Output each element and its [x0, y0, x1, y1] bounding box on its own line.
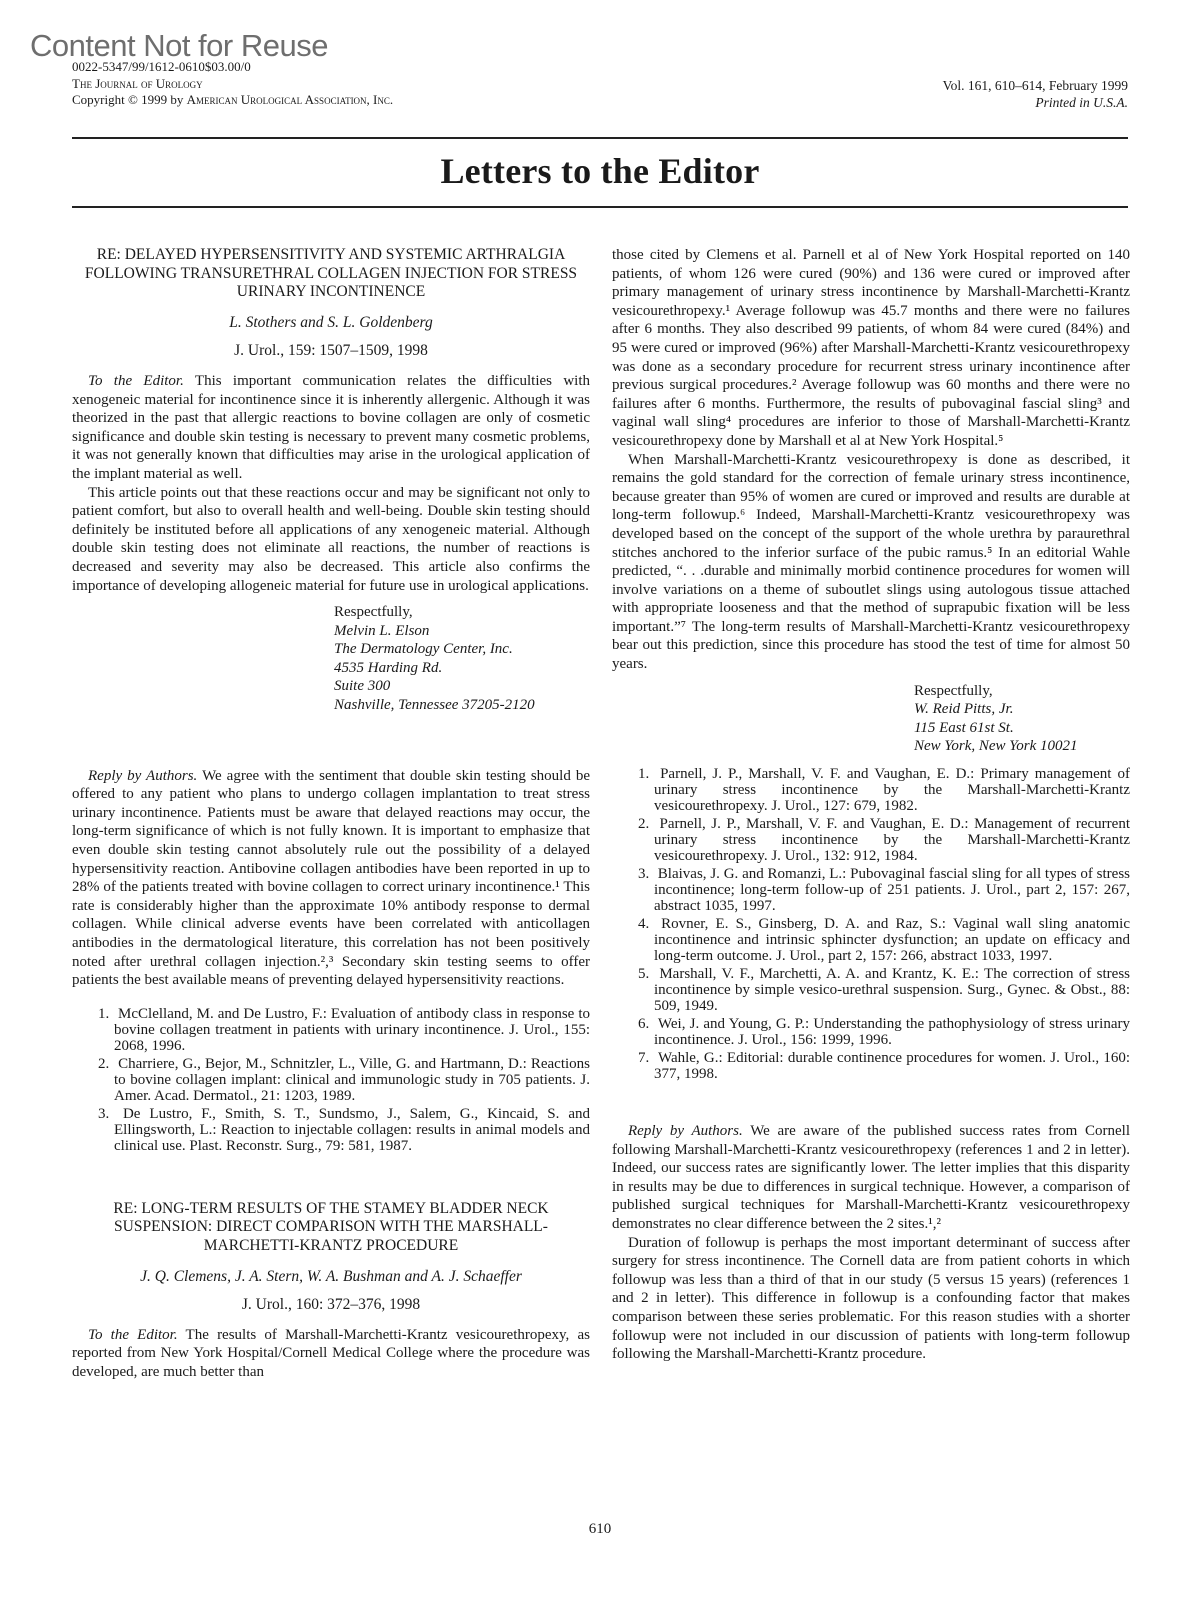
page-number: 610 [588, 1521, 612, 1537]
letter1-citation: J. Urol., 159: 1507–1509, 1998 [234, 342, 428, 360]
watermark: Content Not for Reuse [30, 28, 328, 63]
letter1-signature: Respectfully, Melvin L. Elson The Dermatology Center, Inc. 4535 Harding Rd. Suite 300 Nashville, Tennessee 37205-2120 [334, 604, 535, 714]
reference-item: 7. Wahle, G.: Editorial: durable continence procedures for women. J. Urol., 160: 377, 1998. [638, 1050, 1130, 1083]
journal-header [72, 59, 393, 109]
letter1-reply: Reply by Authors. We agree with the sentiment that double skin testing should be offered to any patient who plans to undergo collagen implantation to treat stress urinary incontinence. Patients must be aware that delayed reactions may occur, the long-term significance of which is not fully known. It is important to emphasize that even double skin testing cannot absolutely rule out the possibility of a delayed hypersensitivity reaction. Antibovine collagen antibodies have been reported in up to 28% of the patients treated with bovine collagen to correct urinary incontinence.¹ This rate is considerably higher than the approximate 10% antibody response to dermal collagen. While clinical adverse events have been correlated with anticollagen antibodies in the dermatological literature, this correlation has not been positively noted after urethral collagen injection.²,³ Secondary skin testing seems to offer patients the best available means of preventing delayed hypersensitivity reactions. [72, 767, 591, 989]
letter1-references [72, 1006, 590, 1154]
letter2-citation: J. Urol., 160: 372–376, 1998 [241, 1296, 421, 1314]
right-column [612, 246, 1130, 1364]
letter2-authors: J. Q. Clemens, J. A. Stern, W. A. Bushman and A. J. Schaeffer [140, 1267, 522, 1285]
letter2-reply-p2: Duration of followup is perhaps the most important determinant of success after surgery for stress incontinence. The Cornell data are from patient cohorts in which followup was less than a third of that in our study (5 versus 15 years) (references 1 and 2 in letter). This difference in followup is a confounding factor that makes comparison between these series problematic. For this reason studies with a shorter followup were not included in our discussion of patients with long-term followup following the Marshall-Marchetti-Krantz procedure. [612, 1234, 1130, 1363]
letter2-para1-cont: those cited by Clemens et al. Parnell et al of New York Hospital reported on 140 patients, of whom 126 were cured (90%) and 136 were cured or improved after primary management of urinary stress incontinence by Marshall-Marchetti-Krantz vesicourethropexy.¹ Average followup was 45.7 months and there were no failures after 6 months. They also described 99 patients, of whom 84 were cured (84%) and 95 were cured or improved (96%) after Marshall-Marchetti-Krantz vesicourethropexy was done as a secondary procedure for recurrent stress urinary incontinence after previous surgical procedures.² Average followup was 60 months and there were no failures after 6 months. Furthermore, the results of pubovaginal fascial sling³ and vaginal wall sling⁴ procedures are inferior to those of Marshall-Marchetti-Krantz vesicourethropexy done by Marshall et al at New York Hospital.⁵ [612, 247, 1130, 449]
letter2-para2: When Marshall-Marchetti-Krantz vesicourethropexy is done as described, it remains the gold standard for the correction of female urinary stress incontinence, because greater than 95% of women are cured or improved and results are durable at long-term followup.⁶ Indeed, Marshall-Marchetti-Krantz vesicourethropexy was developed based on the concept of the support of the whole urethra by paraurethral stitches anchored to the inferior surface of the pubic ramus.⁵ In an editorial Wahle predicted, “. . .durable and minimally morbid continence procedures for women will involve variations on a theme of suboutlet slings using autologous tissue attached with appropriate looseness and that the method of suprapubic fixation will be less important.”⁷ The long-term results of Marshall-Marchetti-Krantz vesicourethropexy bear out this prediction, since this procedure has stood the test of time for almost 50 years. [612, 451, 1130, 673]
letter2-references [612, 766, 1130, 1082]
letter1-para1: To the Editor. This important communication relates the difficulties with xenogeneic material for incontinence since it is inherently allergenic. Although it was theorized in the past that allergic reactions to bovine collagen are only of cosmetic significance and double skin testing is necessary to prevent many cosmetic problems, it was not generally known that difficulties may arise in the urological application of the implant material as well. [72, 372, 590, 482]
letter2-title: RE: LONG-TERM RESULTS OF THE STAMEY BLADDER NECK SUSPENSION: DIRECT COMPARISON WITH THE MARSHALL-MARCHETTI-KRANTZ PROCEDURE [113, 1199, 549, 1254]
volume-header [943, 77, 1128, 111]
letter1-para2: This article points out that these reactions occur and may be significant not only to patient comfort, but also to overall health and well-being. Double skin testing should definitely be instituted before all applications of any xenogeneic material. Although double skin testing does not eliminate all reactions, the number of reactions is decreased and severity may also be decreased. This article also confirms the importance of developing allogeneic material for future use in urological applications. [72, 484, 590, 594]
letter1-title: RE: DELAYED HYPERSENSITIVITY AND SYSTEMIC ARTHRALGIA FOLLOWING TRANSURETHRAL COLLAGEN INJECTION FOR STRESS URINARY INCONTINENCE [84, 246, 578, 301]
letter1-authors: L. Stothers and S. L. Goldenberg [229, 313, 433, 331]
journal-name: The Journal of Urology [72, 75, 203, 91]
letter2-reply-p1: Reply by Authors. We are aware of the published success rates from Cornell following Marshall-Marchetti-Krantz vesicourethropexy (references 1 and 2 in letter). Indeed, our success rates are significantly lower. The letter implies that this disparity in results may be due to differences in surgical technique. However, a comparison of published surgical techniques for Marshall-Marchetti-Krantz vesicourethropexy demonstrates no clear difference between the 2 sites.¹,² [612, 1123, 1130, 1232]
reference-item: 1. Parnell, J. P., Marshall, V. F. and Vaughan, E. D.: Primary management of urinary stress incontinence by the Marshall-Marchetti-Krantz vesicourethropexy. J. Urol., 127: 679, 1982. [638, 766, 1130, 815]
reference-item: 2. Parnell, J. P., Marshall, V. F. and Vaughan, E. D.: Management of recurrent urinary stress incontinence by the Marshall-Marchetti-Krantz vesicourethropexy. J. Urol., 132: 912, 1984. [638, 816, 1130, 865]
issn: 0022-5347/99/1612-0610$03.00/0 [72, 59, 251, 74]
reference-item: 5. Marshall, V. F., Marchetti, A. A. and Krantz, K. E.: The correction of stress incontinence by simple vesico-urethral suspension. Surg., Gynec. & Obst., 88: 509, 1949. [638, 966, 1130, 1015]
letter2-para1-start: To the Editor. The results of Marshall-Marchetti-Krantz vesicourethropexy, as reported from New York Hospital/Cornell Medical College where the procedure was developed, are much better than [72, 1326, 590, 1380]
reference-item: 4. Rovner, E. S., Ginsberg, D. A. and Raz, S.: Vaginal wall sling anatomic incontinence and intrinsic sphincter dysfunction; an update on efficacy and long-term outcome. J. Urol., part 2, 157: 266, abstract 1033, 1997. [638, 916, 1130, 965]
volume-info: Vol. 161, 610–614, February 1999 [942, 78, 1128, 93]
reference-item: 3. De Lustro, F., Smith, S. T., Sundsmo, J., Salem, G., Kincaid, S. and Ellingsworth, L.: Reaction to injectable collagen: results in animal models and clinical use. Plast. Reconstr. Surg., 79: 581, 1987. [98, 1105, 590, 1154]
left-column [72, 246, 590, 1382]
letter2-signature: Respectfully, W. Reid Pitts, Jr. 115 East 61st St. New York, New York 10021 [914, 682, 1078, 755]
reference-item: 1. McClelland, M. and De Lustro, F.: Evaluation of antibody class in response to bovine collagen treatment in patients with urinary incontinence. J. Urol., 155: 2068, 1996. [98, 1005, 590, 1054]
page-title: Letters to the Editor [440, 151, 760, 191]
copyright: Copyright © 1999 by American Urological Association, Inc. [72, 92, 394, 107]
bottom-rule [72, 206, 1128, 208]
reference-item: 2. Charriere, G., Bejor, M., Schnitzler, L., Ville, G. and Hartmann, D.: Reactions to bovine collagen implant: clinical and immunologic study in 705 patients. J. Amer. Acad. Dermatol., 21: 1203, 1989. [98, 1055, 590, 1104]
reference-item: 6. Wei, J. and Young, G. P.: Understanding the pathophysiology of stress urinary incontinence. J. Urol., 156: 1999, 1996. [638, 1016, 1131, 1049]
printed-in: Printed in U.S.A. [1035, 95, 1128, 110]
top-rule [72, 137, 1128, 139]
reference-item: 3. Blaivas, J. G. and Romanzi, L.: Pubovaginal fascial sling for all types of stress incontinence; long-term follow-up of 251 patients. J. Urol., part 2, 157: 267, abstract 1035, 1997. [638, 866, 1130, 915]
